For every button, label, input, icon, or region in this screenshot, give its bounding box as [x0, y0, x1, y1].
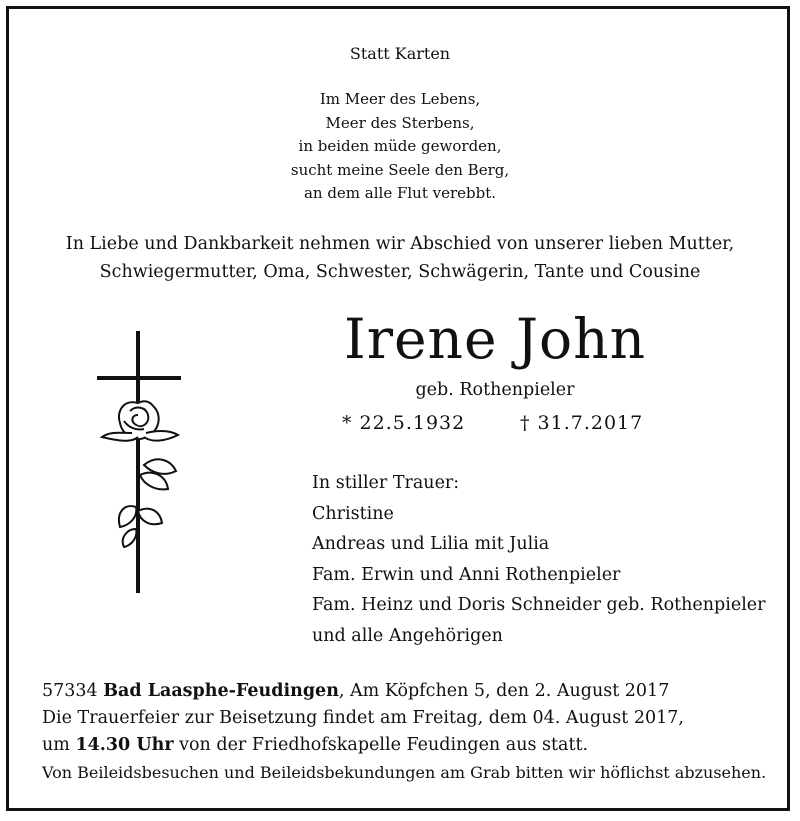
mourner-entry: Andreas und Lilia mit Julia	[312, 534, 550, 554]
intro-line: Schwiegermutter, Oma, Schwester, Schwägerin, Tante und Cousine	[99, 262, 701, 282]
poem-line: Im Meer des Lebens,	[319, 90, 481, 108]
mourner-entry: Fam. Erwin und Anni Rothenpieler	[312, 564, 621, 585]
poem	[0, 88, 800, 206]
intro-text	[0, 230, 800, 286]
poem-line: an dem alle Flut verebbt.	[303, 184, 497, 202]
zip-code: 57334	[42, 681, 104, 701]
mourner-entry: und alle Angehörigen	[312, 625, 503, 646]
address-rest: , Am Köpfchen 5, den 2. August 2017	[338, 681, 670, 701]
ceremony-line: Die Trauerfeier zur Beisetzung findet am Freitag, dem 04. August 2017,	[42, 708, 684, 728]
condolence-note: Von Beileidsbesuchen und Beileidsbekundungen am Grab bitten wir höflichst abzusehen.	[42, 763, 767, 782]
deceased-name: Irene John	[343, 307, 647, 371]
time-suffix: von der Friedhofskapelle Feudingen aus statt.	[173, 735, 589, 755]
mourner-entry: Christine	[312, 503, 394, 524]
ceremony-time-line	[42, 732, 766, 759]
address-line	[42, 678, 766, 705]
mourners-heading: In stiller Trauer:	[312, 473, 460, 493]
cross-with-rose-icon	[80, 325, 200, 595]
footer-info	[42, 678, 766, 786]
time-prefix: um	[42, 735, 76, 755]
poem-line: Meer des Sterbens,	[325, 113, 475, 132]
maiden-name: geb. Rothenpieler	[415, 380, 575, 400]
poem-line: in beiden müde geworden,	[298, 137, 502, 155]
poem-line: sucht meine Seele den Berg,	[290, 160, 510, 179]
intro-line: In Liebe und Dankbarkeit nehmen wir Abschied von unserer lieben Mutter,	[65, 234, 735, 254]
mourner-entry: Fam. Heinz und Doris Schneider geb. Rothenpieler	[312, 595, 766, 615]
birth-date: * 22.5.1932	[342, 412, 466, 434]
ceremony-time: 14.30 Uhr	[75, 735, 174, 755]
town-name: Bad Laasphe-Feudingen	[103, 681, 339, 701]
header-text: Statt Karten	[349, 44, 451, 63]
mourners-list	[312, 468, 766, 651]
death-date: † 31.7.2017	[520, 412, 644, 434]
